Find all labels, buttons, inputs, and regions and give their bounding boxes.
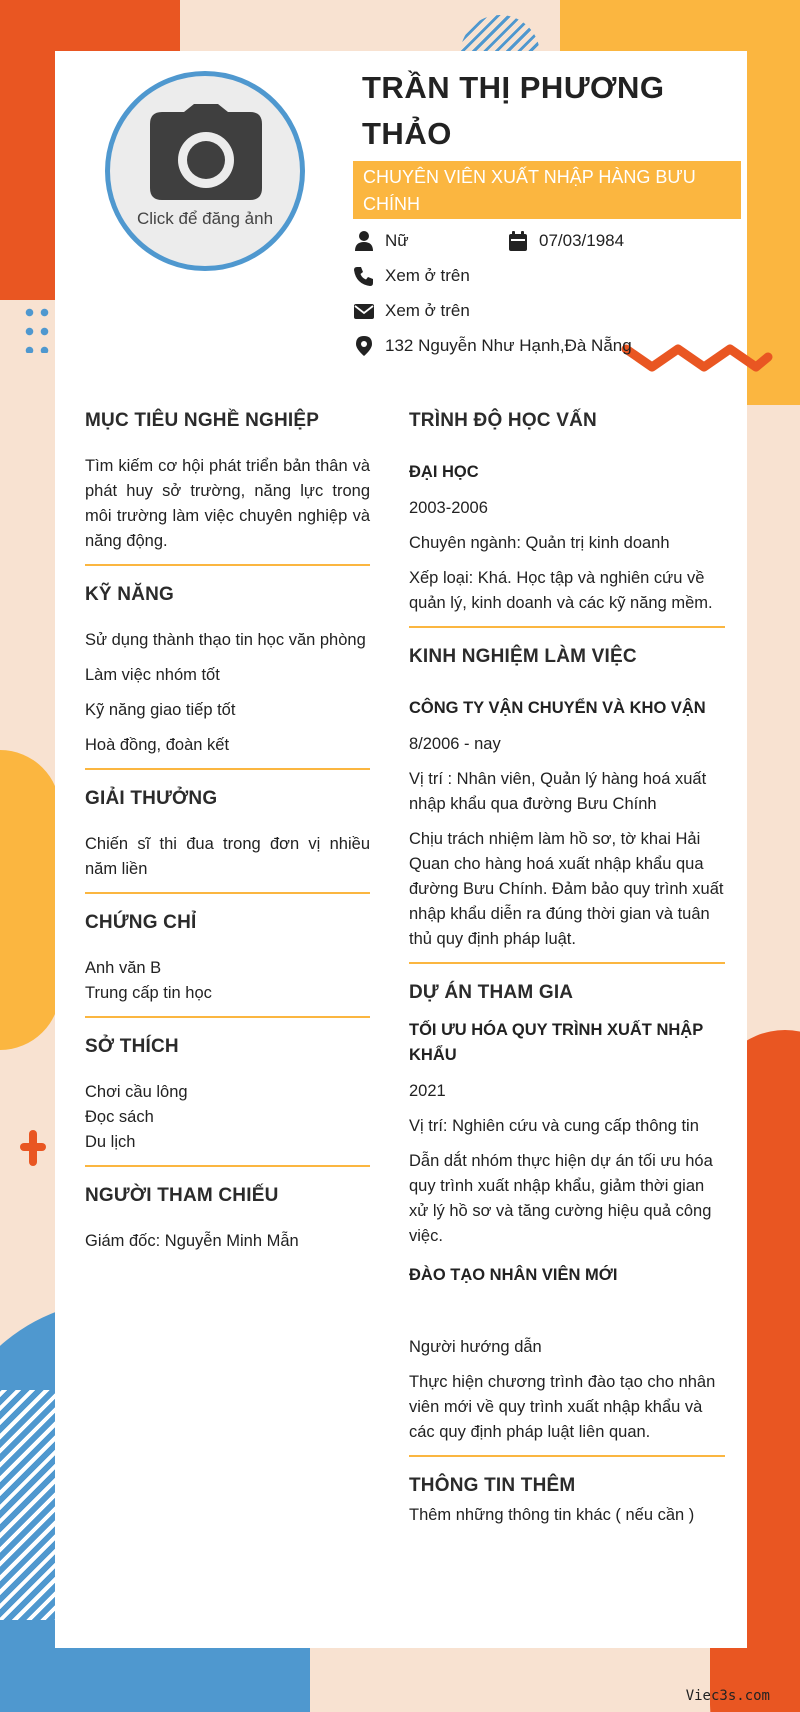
calendar-icon xyxy=(507,230,529,252)
gender-row xyxy=(353,230,409,252)
experience-company: CÔNG TY VẬN CHUYỂN VÀ KHO VẬN xyxy=(409,699,706,717)
section-divider xyxy=(409,626,725,628)
awards-title: GIẢI THƯỞNG xyxy=(85,788,218,809)
experience-position: Vị trí : Nhân viên, Quản lý hàng hoá xuất nhập khẩu qua đường Bưu Chính xyxy=(409,770,707,813)
hobby-item: Đọc sách xyxy=(85,1108,154,1126)
references-text: Giám đốc: Nguyễn Minh Mẫn xyxy=(85,1232,299,1250)
project-description: Dẫn dắt nhóm thực hiện dự án tối ưu hóa quy trình xuất nhập khẩu, giảm thời gian xử lý hồ sơ và tăng cường hiệu quả công việc. xyxy=(409,1152,713,1245)
experience-title: KINH NGHIỆM LÀM VIỆC xyxy=(409,646,637,667)
project-role: Vị trí: Nghiên cứu và cung cấp thông tin xyxy=(409,1117,699,1135)
certificate-item: Trung cấp tin học xyxy=(85,984,212,1002)
camera-icon xyxy=(150,104,262,200)
person-icon xyxy=(353,230,375,252)
section-divider xyxy=(409,1455,725,1457)
section-divider xyxy=(85,892,370,894)
photo-upload-label: Click để đăng ảnh xyxy=(136,209,274,228)
certificates-list xyxy=(85,956,370,1006)
hobby-item: Chơi cầu lông xyxy=(85,1083,188,1101)
section-divider xyxy=(85,768,370,770)
phone-value: Xem ở trên xyxy=(385,266,470,285)
birthdate-value: 07/03/1984 xyxy=(539,231,625,250)
decor-hatch-bottom-left xyxy=(0,1390,60,1620)
watermark: Viec3s.com xyxy=(685,1688,770,1704)
projects-title: DỰ ÁN THAM GIA xyxy=(409,982,574,1003)
skill-item: Làm việc nhóm tốt xyxy=(85,666,220,684)
skills-title: KỸ NĂNG xyxy=(85,584,175,605)
education-rank: Xếp loại: Khá. Học tập và nghiên cứu về quản lý, kinh doanh và các kỹ năng mềm. xyxy=(409,569,713,612)
objective-text: Tìm kiếm cơ hội phát triển bản thân và phát huy sở trường, năng lực trong môi trường làm việc chuyên nghiệp và năng động. xyxy=(85,457,370,550)
education-period: 2003-2006 xyxy=(409,499,488,517)
education-school: ĐẠI HỌC xyxy=(409,463,479,481)
additional-text: Thêm những thông tin khác ( nếu cần ) xyxy=(409,1506,695,1524)
project-role: Người hướng dẫn xyxy=(409,1338,542,1356)
project-name: ĐÀO TẠO NHÂN VIÊN MỚI xyxy=(409,1266,618,1284)
experience-description: Chịu trách nhiệm làm hồ sơ, tờ khai Hải Quan cho hàng hoá xuất nhập khẩu qua đường Bưu Chính. Đảm bảo quy trình xuất nhập khẩu diễn ra đúng thời gian và tuân thủ quy định pháp luật. xyxy=(409,830,724,948)
phone-row xyxy=(353,265,470,287)
skill-item: Hoà đồng, đoàn kết xyxy=(85,736,230,754)
gender-value: Nữ xyxy=(385,231,409,250)
decor-plus-icon xyxy=(20,1130,46,1156)
project-description: Thực hiện chương trình đào tạo cho nhân viên mới về quy trình xuất nhập khẩu và các quy định pháp luật liên quan. xyxy=(409,1373,716,1441)
decor-hatch-top xyxy=(460,15,540,55)
references-title: NGƯỜI THAM CHIẾU xyxy=(85,1185,279,1206)
envelope-icon xyxy=(353,300,375,322)
certificate-item: Anh văn B xyxy=(85,959,162,977)
profile-photo-upload[interactable] xyxy=(105,71,305,271)
hobbies-title: SỞ THÍCH xyxy=(85,1036,179,1057)
certificates-title: CHỨNG CHỈ xyxy=(85,912,197,933)
decor-zigzag xyxy=(620,335,780,375)
email-row xyxy=(353,300,470,322)
email-value: Xem ở trên xyxy=(385,301,470,320)
birthdate-row xyxy=(507,230,624,252)
education-major: Chuyên ngành: Quản trị kinh doanh xyxy=(409,534,670,552)
education-title: TRÌNH ĐỘ HỌC VẤN xyxy=(409,410,597,431)
section-divider xyxy=(85,1165,370,1167)
experience-period: 8/2006 - nay xyxy=(409,735,501,753)
left-column xyxy=(85,410,370,1264)
section-divider xyxy=(85,564,370,566)
hobby-item: Du lịch xyxy=(85,1133,136,1151)
right-column xyxy=(409,410,725,1538)
project-year: 2021 xyxy=(409,1082,446,1100)
objective-title: MỤC TIÊU NGHỀ NGHIỆP xyxy=(85,410,320,431)
job-title: CHUYÊN VIÊN XUẤT NHẬP HÀNG BƯU CHÍNH xyxy=(353,161,741,219)
skill-item: Sử dụng thành thạo tin học văn phòng xyxy=(85,631,366,649)
address-row xyxy=(353,335,632,357)
awards-text: Chiến sĩ thi đua trong đơn vị nhiều năm liền xyxy=(85,835,370,878)
phone-icon xyxy=(353,265,375,287)
map-pin-icon xyxy=(353,335,375,357)
decor-yellow-shape-left xyxy=(0,750,60,1050)
section-divider xyxy=(85,1016,370,1018)
section-divider xyxy=(409,962,725,964)
additional-title: THÔNG TIN THÊM xyxy=(409,1475,576,1496)
hobbies-list xyxy=(85,1080,370,1155)
project-name: TỐI ƯU HÓA QUY TRÌNH XUẤT NHẬP KHẨU xyxy=(409,1021,703,1064)
candidate-name: TRẦN THỊ PHƯƠNG THẢO xyxy=(362,70,665,151)
address-value: 132 Nguyễn Như Hạnh,Đà Nẵng xyxy=(385,336,632,355)
skill-item: Kỹ năng giao tiếp tốt xyxy=(85,701,236,719)
